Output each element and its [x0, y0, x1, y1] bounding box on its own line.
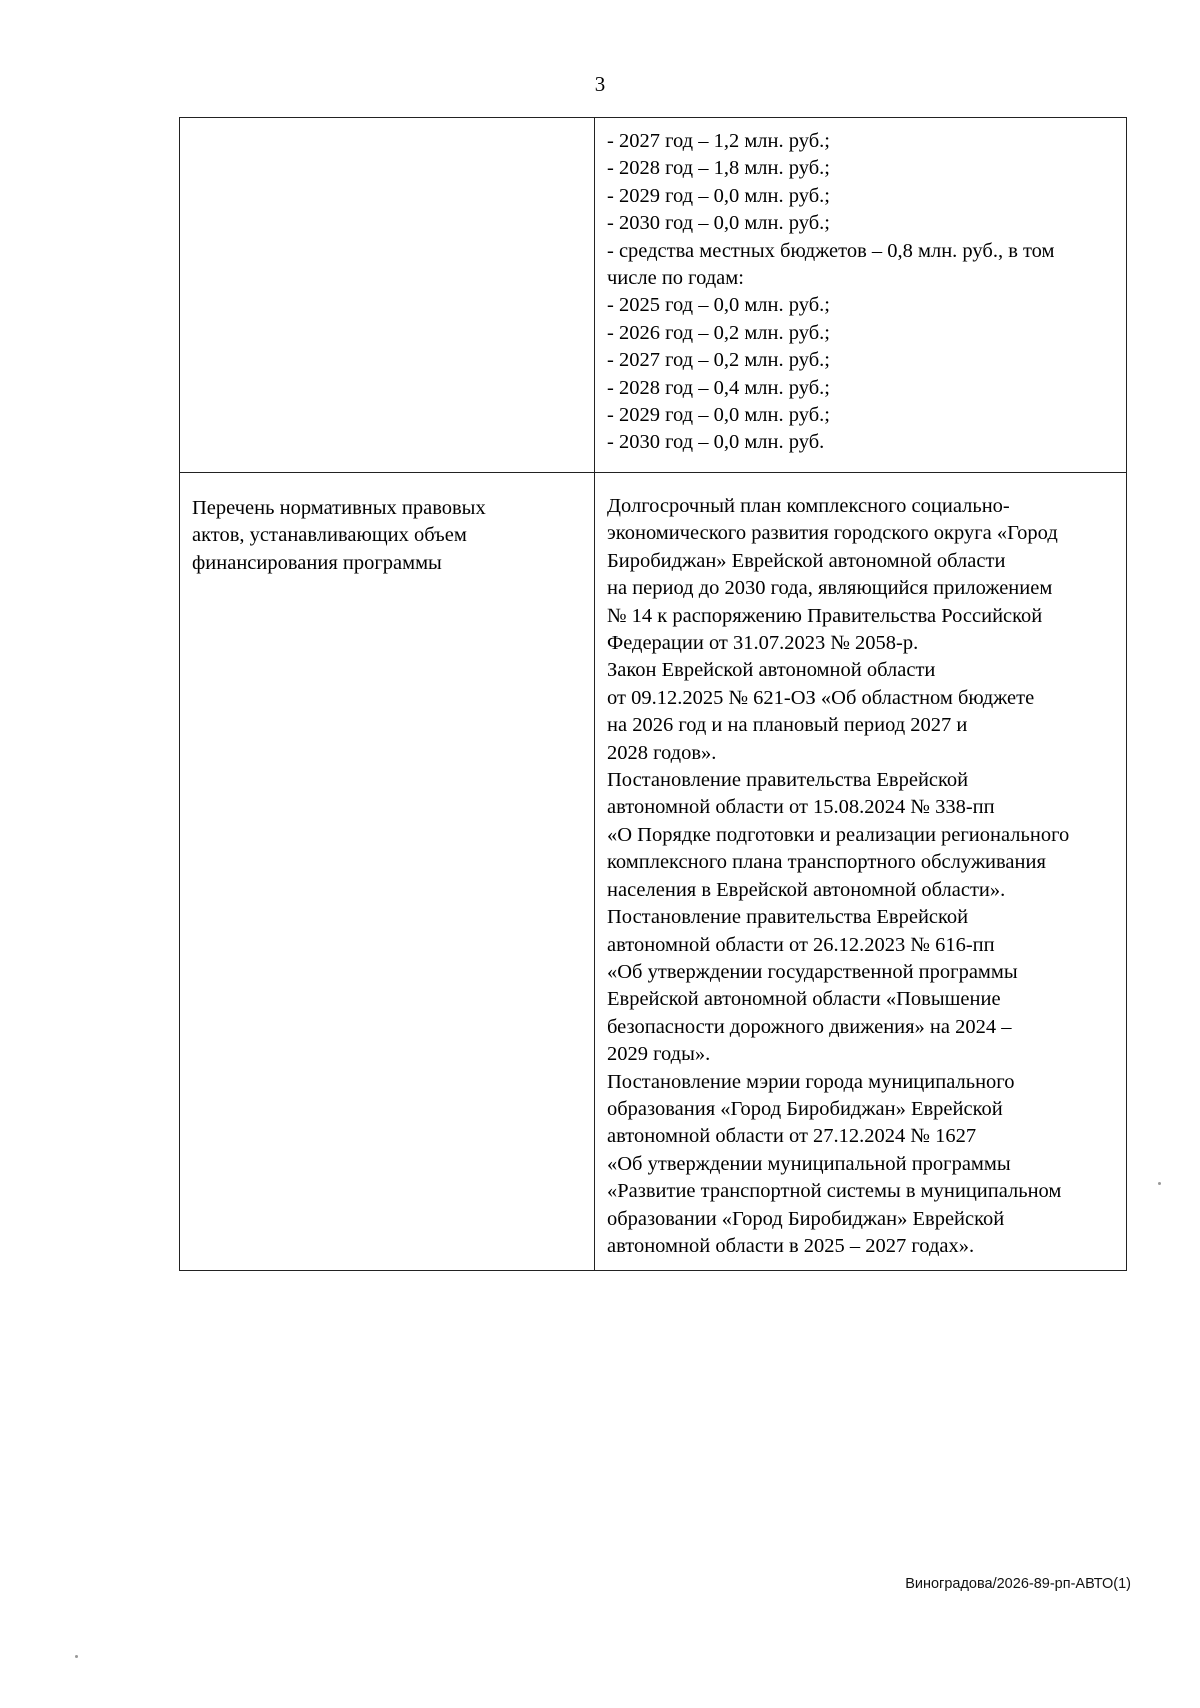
act-line: от 09.12.2025 № 621-ОЗ «Об областном бюджете [607, 686, 1035, 709]
act-line: автономной области от 15.08.2024 № 338-пп [607, 796, 995, 819]
act-line: Биробиджан» Еврейской автономной области [607, 549, 1006, 572]
table-row [180, 473, 1127, 1271]
act-paragraph-resolution-616 [607, 904, 1122, 1068]
label-line: актов, устанавливающих объем [192, 524, 467, 547]
label-line: финансирования программы [192, 551, 442, 574]
act-line: 2028 годов». [607, 741, 717, 764]
act-line: Закон Еврейской автономной области [607, 659, 936, 682]
act-line: Еврейской автономной области «Повышение [607, 988, 1001, 1011]
label-line: Перечень нормативных правовых [192, 497, 486, 519]
document-registration-code: Виноградова/2026-89-рп-АВТО(1) [905, 1576, 1131, 1592]
act-line: автономной области от 27.12.2024 № 1627 [607, 1125, 977, 1148]
funding-line: - 2029 год – 0,0 млн. руб.; [607, 184, 830, 207]
act-line: «Об утверждении муниципальной программы [607, 1152, 1011, 1175]
funding-line: - 2029 год – 0,0 млн. руб.; [607, 404, 830, 427]
regulatory-acts-cell [595, 473, 1127, 1271]
table-row [180, 118, 1127, 473]
act-line: автономной области в 2025 – 2027 годах». [607, 1234, 975, 1257]
act-line: на 2026 год и на плановый период 2027 и [607, 714, 968, 737]
act-line: безопасности дорожного движения» на 2024 – [607, 1015, 1012, 1038]
act-line: «Развитие транспортной системы в муниципальном [607, 1180, 1062, 1203]
act-paragraph-plan [607, 493, 1122, 657]
act-paragraph-resolution-338 [607, 767, 1122, 904]
act-line: Постановление правительства Еврейской [607, 906, 969, 929]
act-line: экономического развития городского округа «Город [607, 522, 1058, 545]
act-line: на период до 2030 года, являющийся приложением [607, 577, 1053, 600]
act-line: Постановление правительства Еврейской [607, 769, 969, 792]
act-line: населения в Еврейской автономной области». [607, 878, 1006, 901]
funding-line: - 2028 год – 0,4 млн. руб.; [607, 376, 830, 399]
scan-speck [75, 1655, 78, 1658]
act-line: Постановление мэрии города муниципального [607, 1070, 1015, 1093]
act-line: «О Порядке подготовки и реализации регионального [607, 823, 1070, 846]
funding-line: - 2030 год – 0,0 млн. руб.; [607, 212, 830, 235]
act-line: автономной области от 26.12.2023 № 616-пп [607, 933, 995, 956]
funding-by-year-cell [595, 118, 1127, 473]
funding-line: - 2030 год – 0,0 млн. руб. [607, 431, 825, 454]
act-line: № 14 к распоряжению Правительства Российской [607, 604, 1043, 627]
funding-line: числе по годам: [607, 267, 744, 290]
funding-line: - 2027 год – 1,2 млн. руб.; [607, 130, 830, 152]
row-label-regulatory-acts [180, 473, 595, 1271]
funding-line: - 2025 год – 0,0 млн. руб.; [607, 294, 830, 317]
funding-line: - средства местных бюджетов – 0,8 млн. руб., в том [607, 239, 1055, 262]
act-line: образования «Город Биробиджан» Еврейской [607, 1097, 1003, 1120]
funding-line: - 2026 год – 0,2 млн. руб.; [607, 321, 830, 344]
act-line: образовании «Город Биробиджан» Еврейской [607, 1207, 1005, 1230]
row-label-empty [180, 118, 595, 473]
page-number: 3 [594, 72, 606, 96]
act-line: Федерации от 31.07.2023 № 2058-р. [607, 632, 919, 655]
act-line: «Об утверждении государственной программы [607, 960, 1018, 983]
act-line: комплексного плана транспортного обслуживания [607, 851, 1046, 874]
act-line: Долгосрочный план комплексного социально- [607, 495, 1010, 517]
act-line: 2029 годы». [607, 1043, 711, 1066]
funding-line: - 2028 год – 1,8 млн. руб.; [607, 157, 830, 180]
scan-speck [1158, 1182, 1161, 1185]
act-paragraph-law [607, 657, 1122, 767]
program-passport-table [179, 117, 1127, 1271]
funding-line: - 2027 год – 0,2 млн. руб.; [607, 349, 830, 372]
act-paragraph-resolution-1627 [607, 1069, 1122, 1261]
